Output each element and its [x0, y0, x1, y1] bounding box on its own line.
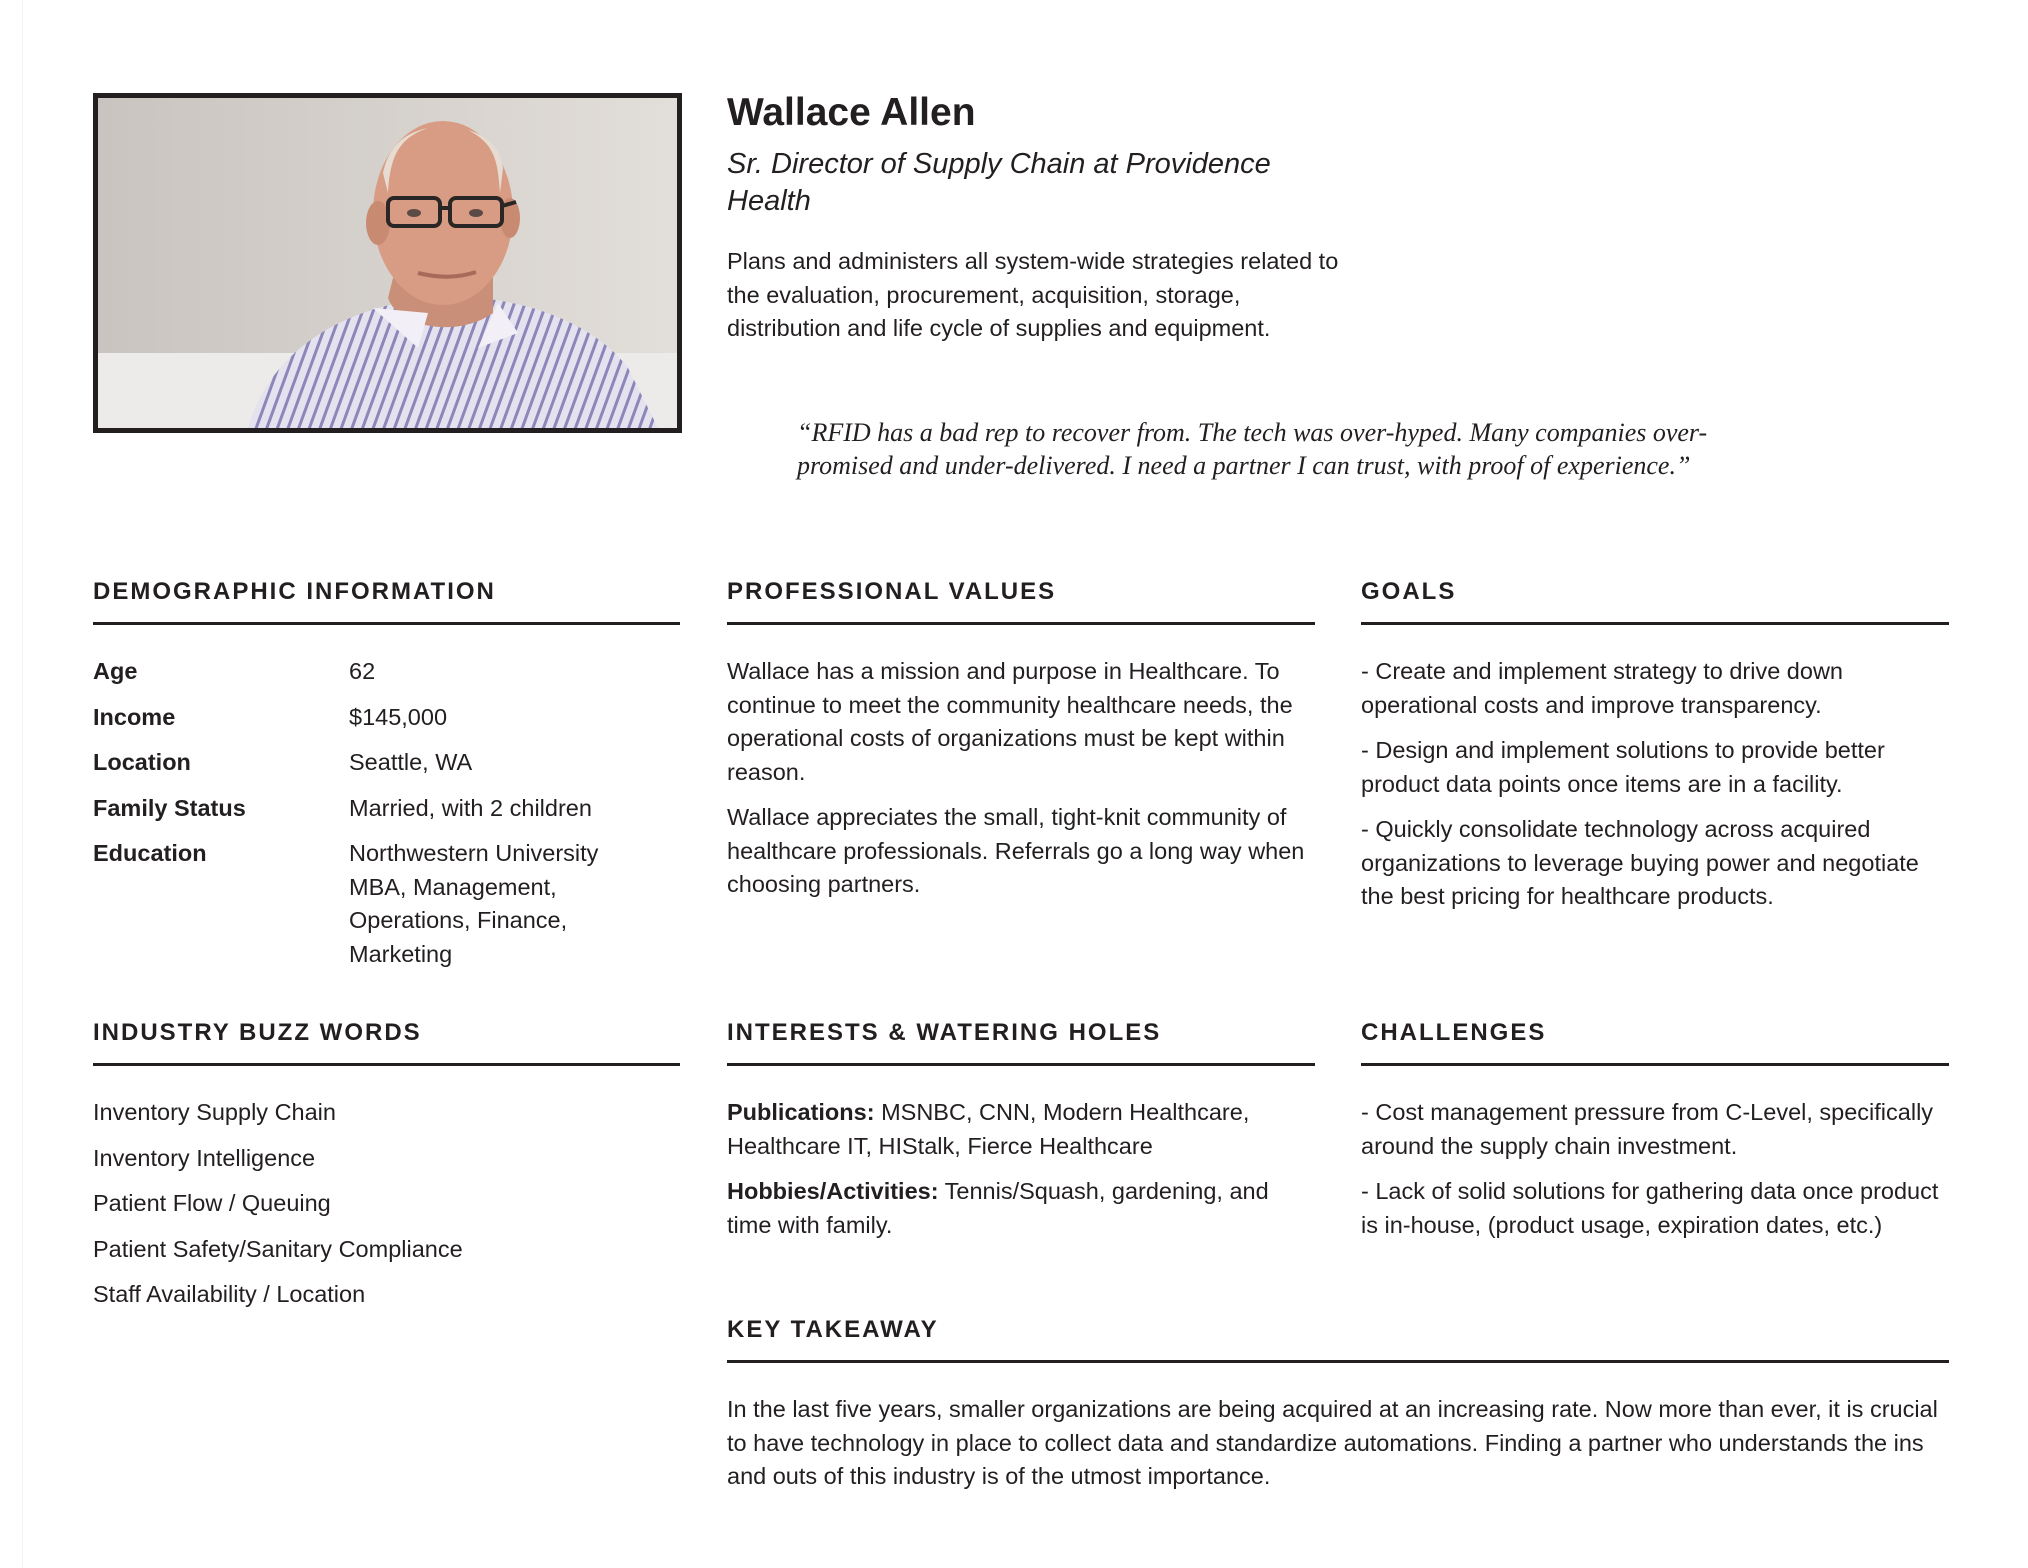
buzz-words-section [93, 1019, 680, 1324]
buzz-words-heading: INDUSTRY BUZZ WORDS [93, 1019, 680, 1066]
publications-value: MSNBC, CNN, Modern Healthcare, Healthcare IT, HIStalk, Fierce Healthcare [727, 1099, 1250, 1159]
persona-name: Wallace Allen [727, 91, 976, 134]
demographic-row-family-status [93, 792, 680, 826]
demographic-label: Income [93, 703, 176, 730]
persona-summary: Plans and administers all system-wide strategies related to the evaluation, procurement, acquisition, storage, distribution and life cycle of supplies and equipment. [727, 248, 1339, 341]
goal-item: - Quickly consolidate technology across acquired organizations to leverage buying power and negotiate the best pricing for healthcare products. [1361, 816, 1919, 909]
goals-section [1361, 578, 1949, 926]
demographic-label: Age [93, 658, 138, 684]
buzz-word: Staff Availability / Location [93, 1281, 366, 1307]
challenge-item: - Cost management pressure from C-Level, specifically around the supply chain investment. [1361, 1099, 1934, 1159]
demographic-value: Married, with 2 children [349, 794, 592, 821]
demographic-value: 62 [349, 658, 376, 684]
portrait-illustration [98, 98, 677, 428]
key-takeaway-text: In the last five years, smaller organizations are being acquired at an increasing rate. Now more than ever, it is crucial to have technology in place to collect data and standardize automations. Finding a partner who understands the ins and outs of this industry is of the utmost importance. [727, 1396, 1938, 1489]
hobbies-label: Hobbies/Activities: [727, 1178, 939, 1204]
demographic-label: Education [93, 840, 207, 866]
challenges-section [1361, 1019, 1949, 1254]
professional-values-heading: PROFESSIONAL VALUES [727, 578, 1315, 625]
interests-heading: INTERESTS & WATERING HOLES [727, 1019, 1315, 1066]
demographic-row-age [93, 655, 680, 689]
demographic-row-education [93, 837, 680, 971]
publications-entry [727, 1096, 1315, 1163]
demographic-heading: DEMOGRAPHIC INFORMATION [93, 578, 680, 625]
demographic-row-income [93, 701, 680, 735]
professional-values-section [727, 578, 1315, 914]
demographic-value: Northwestern University MBA, Management, Operations, Finance, Marketing [349, 840, 599, 967]
persona-quote: “RFID has a bad rep to recover from. The tech was over-hyped. Many companies over-promised and under-delivered. I need a partner I can trust, with proof of experience.” [797, 418, 1708, 480]
demographic-row-location [93, 746, 680, 780]
persona-photo [93, 93, 682, 433]
publications-label: Publications: [727, 1099, 875, 1125]
challenge-item: - Lack of solid solutions for gathering data once product is in-house, (product usage, expiration dates, etc.) [1361, 1178, 1939, 1238]
interests-section [727, 1019, 1315, 1254]
page-edge [22, 0, 23, 1568]
values-paragraph: Wallace appreciates the small, tight-knit community of healthcare professionals. Referrals go a long way when choosing partners. [727, 804, 1305, 897]
buzz-word: Inventory Intelligence [93, 1144, 316, 1171]
buzz-word: Inventory Supply Chain [93, 1099, 336, 1125]
hobbies-entry [727, 1175, 1315, 1242]
demographic-table [93, 655, 680, 971]
goals-heading: GOALS [1361, 578, 1949, 625]
persona-title: Sr. Director of Supply Chain at Providence Health [727, 148, 1271, 217]
demographic-label: Location [93, 749, 191, 775]
values-paragraph: Wallace has a mission and purpose in Healthcare. To continue to meet the community healthcare needs, the operational costs of organizations must be kept within reason. [727, 658, 1293, 785]
buzz-word: Patient Safety/Sanitary Compliance [93, 1235, 463, 1262]
demographic-section [93, 578, 680, 983]
goal-item: - Design and implement solutions to provide better product data points once items are in a facility. [1361, 737, 1885, 797]
buzz-word: Patient Flow / Queuing [93, 1190, 331, 1216]
challenges-heading: CHALLENGES [1361, 1019, 1949, 1066]
goal-item: - Create and implement strategy to drive down operational costs and improve transparency. [1361, 658, 1843, 718]
demographic-label: Family Status [93, 794, 246, 821]
demographic-value: Seattle, WA [349, 749, 473, 775]
demographic-value: $145,000 [349, 703, 448, 730]
key-takeaway-heading: KEY TAKEAWAY [727, 1316, 1949, 1363]
hobbies-value: Tennis/Squash, gardening, and time with family. [727, 1178, 1269, 1238]
key-takeaway-section [727, 1316, 1949, 1506]
